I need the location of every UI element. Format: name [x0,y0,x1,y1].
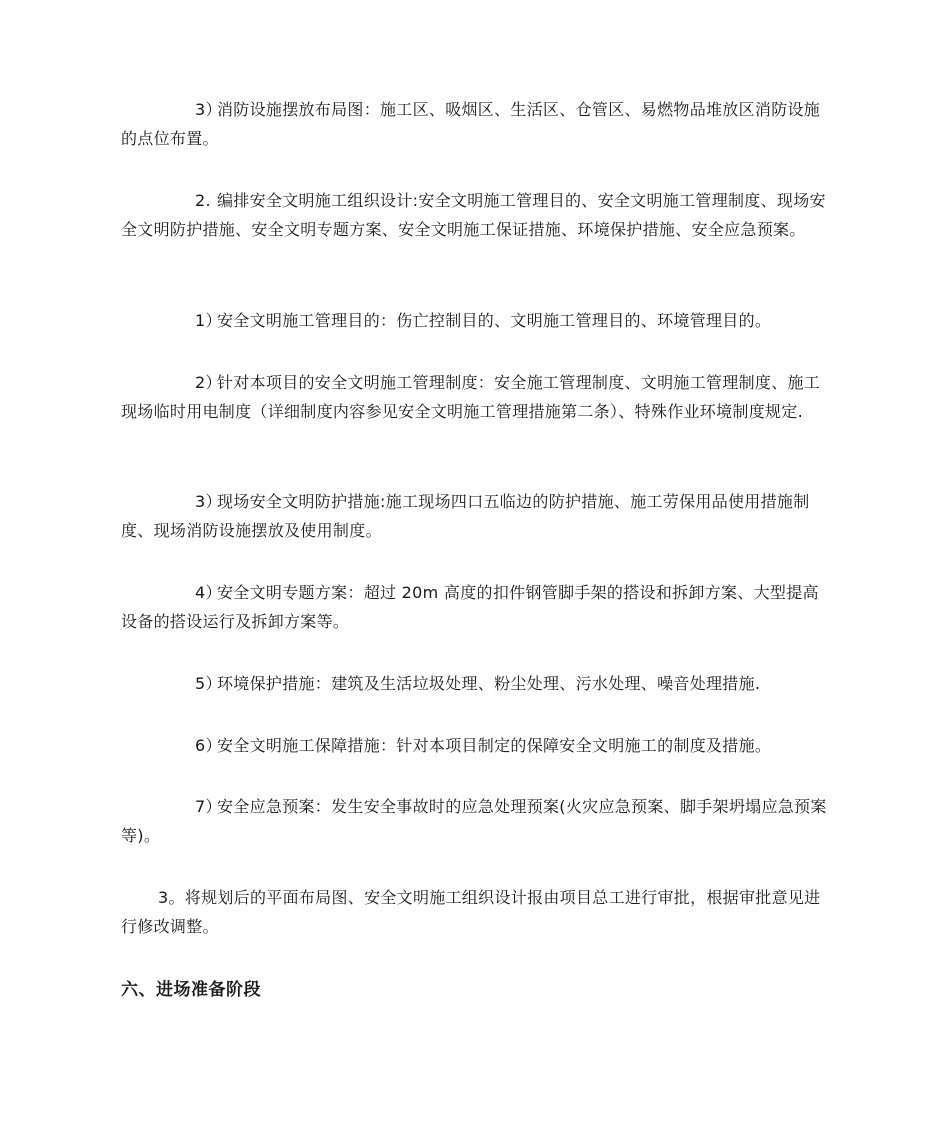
paragraph-emergency-plan [121,792,833,850]
paragraph-management-system [121,368,833,426]
paragraph-safety-design [121,186,833,244]
paragraph-text: 安全文明施工保障措施：针对本项目制定的保障安全文明施工的制度及措施。 [217,736,772,755]
paragraph-text: 消防设施摆放布局图：施工区、吸烟区、生活区、仓管区、易燃物品堆放区消防设施的点位布置。 [121,100,821,148]
item-number: 1） [195,311,222,330]
item-number: 4） [195,583,222,602]
item-number: 3） [195,100,222,119]
paragraph-fire-layout [121,95,833,153]
paragraph-text: 针对本项目的安全文明施工管理制度：安全施工管理制度、文明施工管理制度、施工现场临时用电制度（详细制度内容参见安全文明施工管理措施第二条）、特殊作业环境制度规定. [121,373,821,421]
paragraph-environment [121,669,833,698]
paragraph-text: 安全应急预案：发生安全事故时的应急处理预案(火灾应急预案、脚手架坍塌应急预案等)。 [121,797,827,845]
item-number: 7） [195,797,222,816]
paragraph-text: 现场安全文明防护措施:施工现场四口五临边的防护措施、施工劳保用品使用措施制度、现场消防设施摆放及使用制度。 [121,492,810,540]
item-number: 3） [195,492,222,511]
item-number: 6） [195,736,222,755]
section-heading: 六、进场准备阶段 [121,980,261,1000]
paragraph-text: 安全文明专题方案：超过 20m 高度的扣件钢管脚手架的搭设和拆卸方案、大型提高设备的搭设运行及拆卸方案等。 [121,583,819,631]
paragraph-text: 编排安全文明施工组织设计:安全文明施工管理目的、安全文明施工管理制度、现场安全文明防护措施、安全文明专题方案、安全文明施工保证措施、环境保护措施、安全应急预案。 [121,191,826,239]
paragraph-text: 安全文明施工管理目的：伤亡控制目的、文明施工管理目的、环境管理目的。 [217,311,772,330]
paragraph-protection-measures [121,487,833,545]
paragraph-special-plans [121,578,833,636]
paragraph-text: 环境保护措施：建筑及生活垃圾处理、粉尘处理、污水处理、噪音处理措施. [217,674,761,693]
item-number: 2. [195,191,211,210]
item-number: 5） [195,674,222,693]
paragraph-management-goals [121,306,833,335]
paragraph-guarantee [121,731,833,760]
item-number: 2） [195,373,222,392]
paragraph-text: 3。将规划后的平面布局图、安全文明施工组织设计报由项目总工进行审批，根据审批意见进行修改调整。 [121,888,821,936]
paragraph-approval [121,883,833,941]
